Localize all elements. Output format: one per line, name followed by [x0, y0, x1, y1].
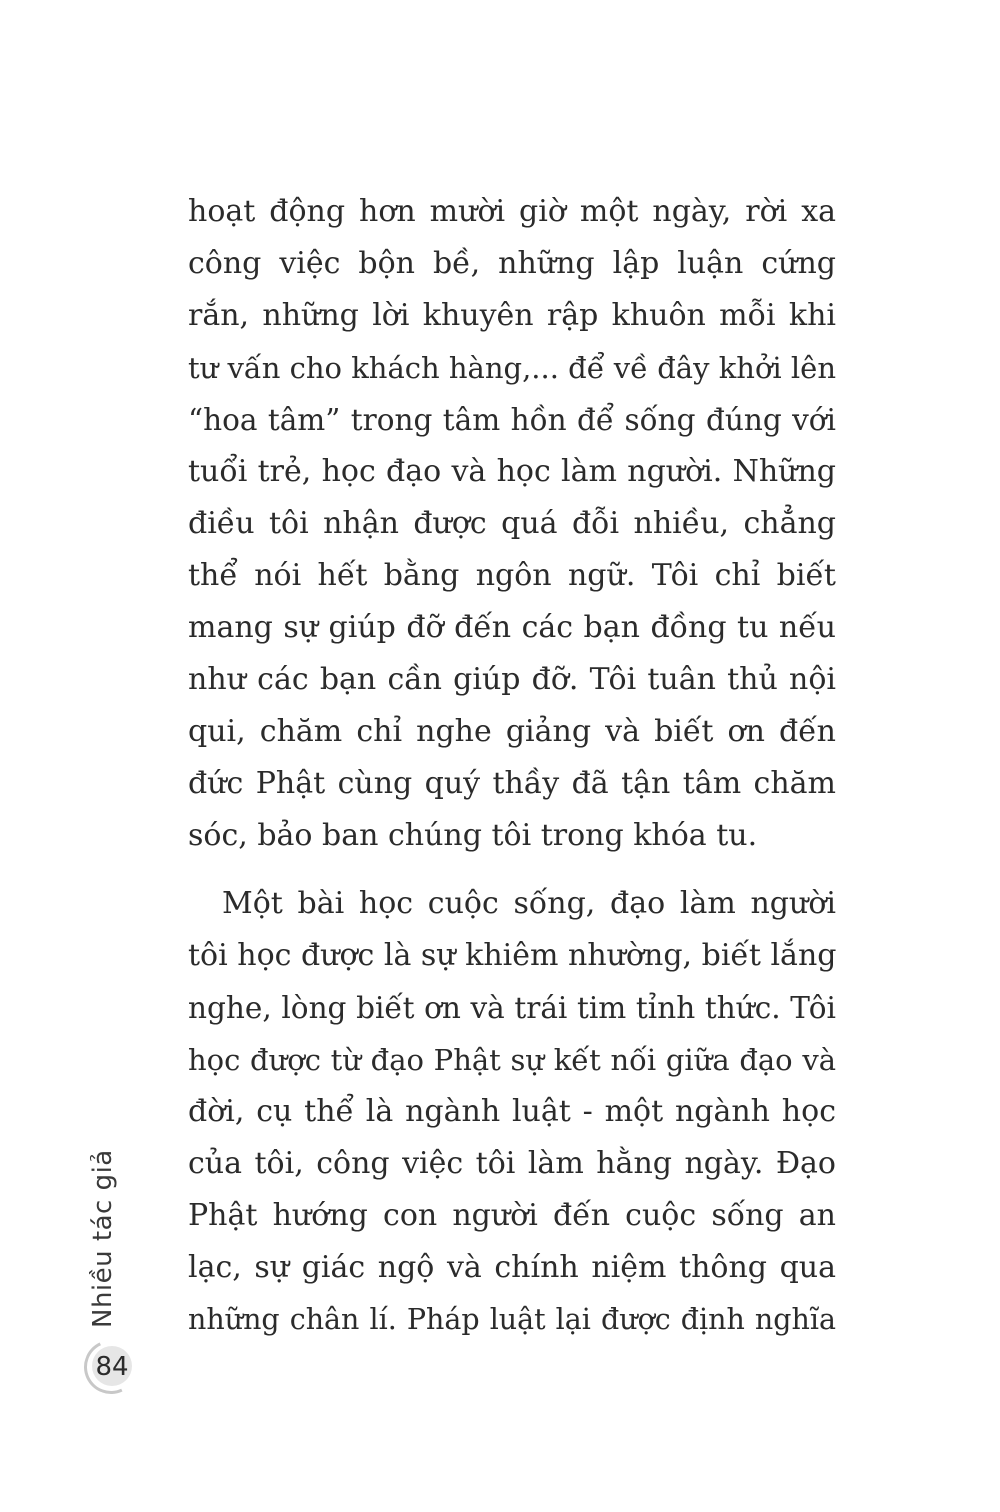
paragraph-gap	[188, 862, 836, 878]
text-line: tư vấn cho khách hàng,... để về đây khởi lên	[188, 351, 837, 385]
text-line: sóc, bảo ban chúng tôi trong khóa tu.	[188, 818, 758, 853]
text-line: Phật hướng con người đến cuộc sống an	[188, 1198, 836, 1233]
text-line: tuổi trẻ, học đạo và học làm người. Những	[188, 454, 836, 489]
page-number-badge	[84, 1340, 138, 1394]
text-line: đời, cụ thể là ngành luật - một ngành học	[188, 1094, 836, 1129]
text-line: như các bạn cần giúp đỡ. Tôi tuân thủ nội	[188, 662, 836, 697]
text-line: công việc bộn bề, những lập luận cứng	[188, 246, 836, 281]
text-line: qui, chăm chỉ nghe giảng và biết ơn đến	[188, 714, 836, 749]
text-line: của tôi, công việc tôi làm hằng ngày. Đạo	[188, 1146, 836, 1181]
text-line: học được từ đạo Phật sự kết nối giữa đạo và	[188, 1043, 836, 1077]
text-line: đức Phật cùng quý thầy đã tận tâm chăm	[188, 766, 836, 801]
text-line: mang sự giúp đỡ đến các bạn đồng tu nếu	[188, 610, 836, 645]
body-text	[188, 186, 836, 1346]
author-label: Nhiều tác giả	[88, 1149, 118, 1328]
text-line: Một bài học cuộc sống, đạo làm người	[222, 886, 836, 921]
text-line: tôi học được là sự khiêm nhường, biết lắng	[188, 938, 837, 973]
text-line: điều tôi nhận được quá đỗi nhiều, chẳng	[188, 506, 836, 541]
text-line: những chân lí. Pháp luật lại được định nghĩa	[188, 1303, 836, 1336]
text-line: rắn, những lời khuyên rập khuôn mỗi khi	[188, 298, 836, 333]
text-line: thể nói hết bằng ngôn ngữ. Tôi chỉ biết	[188, 558, 836, 593]
text-line: nghe, lòng biết ơn và trái tim tỉnh thức. Tôi	[188, 991, 836, 1025]
text-line: lạc, sự giác ngộ và chính niệm thông qua	[188, 1250, 836, 1285]
text-line: “hoa tâm” trong tâm hồn để sống đúng với	[188, 403, 836, 437]
text-line: hoạt động hơn mười giờ một ngày, rời xa	[188, 194, 836, 229]
page-number: 84	[95, 1352, 129, 1382]
